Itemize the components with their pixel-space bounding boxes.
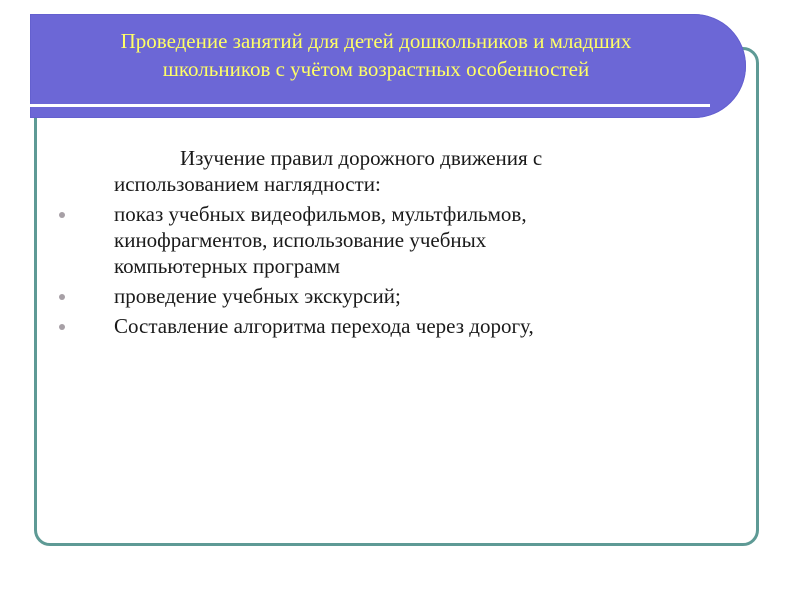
bullet-dot-icon	[59, 324, 65, 330]
bullet-1-line-2: кинофрагментов, использование учебных	[114, 228, 487, 252]
bullet-dot-icon	[59, 212, 65, 218]
slide-title	[40, 27, 712, 83]
intro-line-1: Изучение правил дорожного движения с	[180, 146, 543, 170]
bullet-list	[56, 201, 736, 339]
intro-line-2: использованием наглядности:	[114, 172, 381, 196]
bullet-item	[56, 201, 736, 279]
bullet-item	[56, 313, 736, 339]
slide-title-line-2: школьников с учётом возрастных особенностей	[162, 57, 590, 81]
bullet-item	[56, 283, 736, 309]
slide-title-line-1: Проведение занятий для детей дошкольников и младших	[120, 29, 632, 53]
intro-paragraph	[56, 145, 736, 197]
bullet-1-line-3: компьютерных программ	[114, 254, 341, 278]
bullet-3-line-1: Составление алгоритма перехода через дорогу,	[114, 314, 534, 338]
bullet-2-line-1: проведение учебных экскурсий;	[114, 284, 401, 308]
title-underline	[30, 104, 710, 107]
slide-body	[56, 145, 736, 343]
bullet-1-line-1: показ учебных видеофильмов, мультфильмов,	[114, 202, 527, 226]
bullet-dot-icon	[59, 294, 65, 300]
